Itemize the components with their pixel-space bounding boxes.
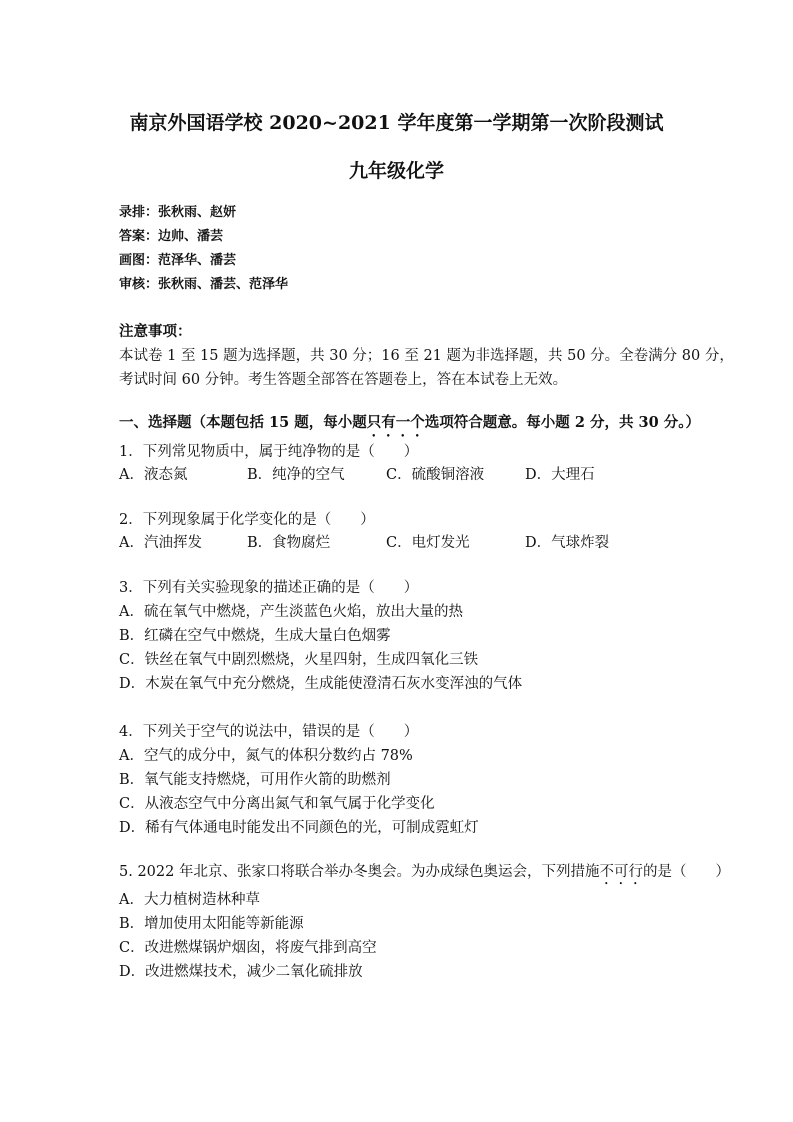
notes-heading: 注意事项：	[119, 323, 192, 340]
section-heading	[119, 411, 700, 440]
question-3-option-d: D．木炭在氧气中充分燃烧，生成能使澄清石灰水变浑浊的气体	[119, 676, 523, 692]
page-title: 南京外国语学校 2020~2021 学年度第一学期第一次阶段测试	[129, 112, 664, 134]
page-subtitle: 九年级化学	[348, 160, 444, 182]
question-2-stem: 2．下列现象属于化学变化的是（ ）	[119, 512, 375, 528]
notes-line-1: 本试卷 1 至 15 题为选择题，共 30 分；16 至 21 题为非选择题，共 50 分。全卷满分 80 分，	[119, 348, 734, 364]
question-5-option-d: D．改进燃煤技术，减少二氧化硫排放	[119, 964, 363, 980]
question-3-option-b: B．红磷在空气中燃烧，生成大量白色烟雾	[119, 628, 391, 644]
section-heading-pre: 一、选择题（本题包括 15 题，每小题	[119, 414, 367, 431]
question-5-option-c: C．改进燃煤锅炉烟囱，将废气排到高空	[119, 940, 377, 956]
section-heading-emphasis: 只有一个	[366, 414, 425, 431]
question-2-option-b: B．食物腐烂	[247, 535, 331, 551]
credit-review: 审核：张秋雨、潘芸、范泽华	[119, 277, 289, 292]
question-2-option-a: A．汽油挥发	[119, 535, 202, 551]
question-5-stem-pre: 5. 2022 年北京、张家口将联合举办冬奥会。为办成绿色奥运会，下列措施	[119, 864, 600, 880]
question-5-stem	[119, 860, 730, 888]
question-1-stem: 1．下列常见物质中，属于纯净物的是（ ）	[119, 444, 419, 460]
question-4-option-d: D．稀有气体通电时能发出不同颜色的光，可制成霓虹灯	[119, 820, 479, 836]
question-4-option-a: A．空气的成分中，氮气的体积分数约占 78%	[119, 748, 413, 764]
question-1-option-d: D．大理石	[525, 467, 595, 483]
question-3-option-c: C．铁丝在氧气中剧烈燃烧，火星四射，生成四氧化三铁	[119, 652, 479, 668]
question-2-option-d: D．气球炸裂	[525, 535, 610, 551]
question-4-option-c: C．从液态空气中分离出氮气和氧气属于化学变化	[119, 796, 435, 812]
question-5-option-b: B．增加使用太阳能等新能源	[119, 916, 304, 932]
question-5-stem-emphasis: 不可行	[599, 864, 643, 880]
credit-answers: 答案：边帅、潘芸	[119, 229, 224, 244]
question-4-option-b: B．氧气能支持燃烧，可用作火箭的助燃剂	[119, 772, 391, 788]
credit-typesetting: 录排：张秋雨、赵妍	[119, 205, 237, 220]
question-1-option-b: B．纯净的空气	[247, 467, 345, 483]
question-5-option-a: A．大力植树造林种草	[119, 892, 260, 908]
credit-drawing: 画图：范泽华、潘芸	[119, 253, 237, 268]
question-4-stem: 4．下列关于空气的说法中，错误的是（ ）	[119, 724, 419, 740]
section-heading-post: 选项符合题意。每小题 2 分，共 30 分。）	[424, 414, 700, 431]
question-1-option-c: C．硫酸铜溶液	[386, 467, 485, 483]
question-3-option-a: A．硫在氧气中燃烧，产生淡蓝色火焰，放出大量的热	[119, 604, 463, 620]
question-2-option-c: C．电灯发光	[386, 535, 470, 551]
question-5-stem-post: 的是（ ）	[642, 864, 730, 880]
question-3-stem: 3．下列有关实验现象的描述正确的是（ ）	[119, 580, 419, 596]
question-1-option-a: A．液态氮	[119, 467, 188, 483]
notes-line-2: 考试时间 60 分钟。考生答题全部答在答题卷上，答在本试卷上无效。	[119, 372, 568, 388]
